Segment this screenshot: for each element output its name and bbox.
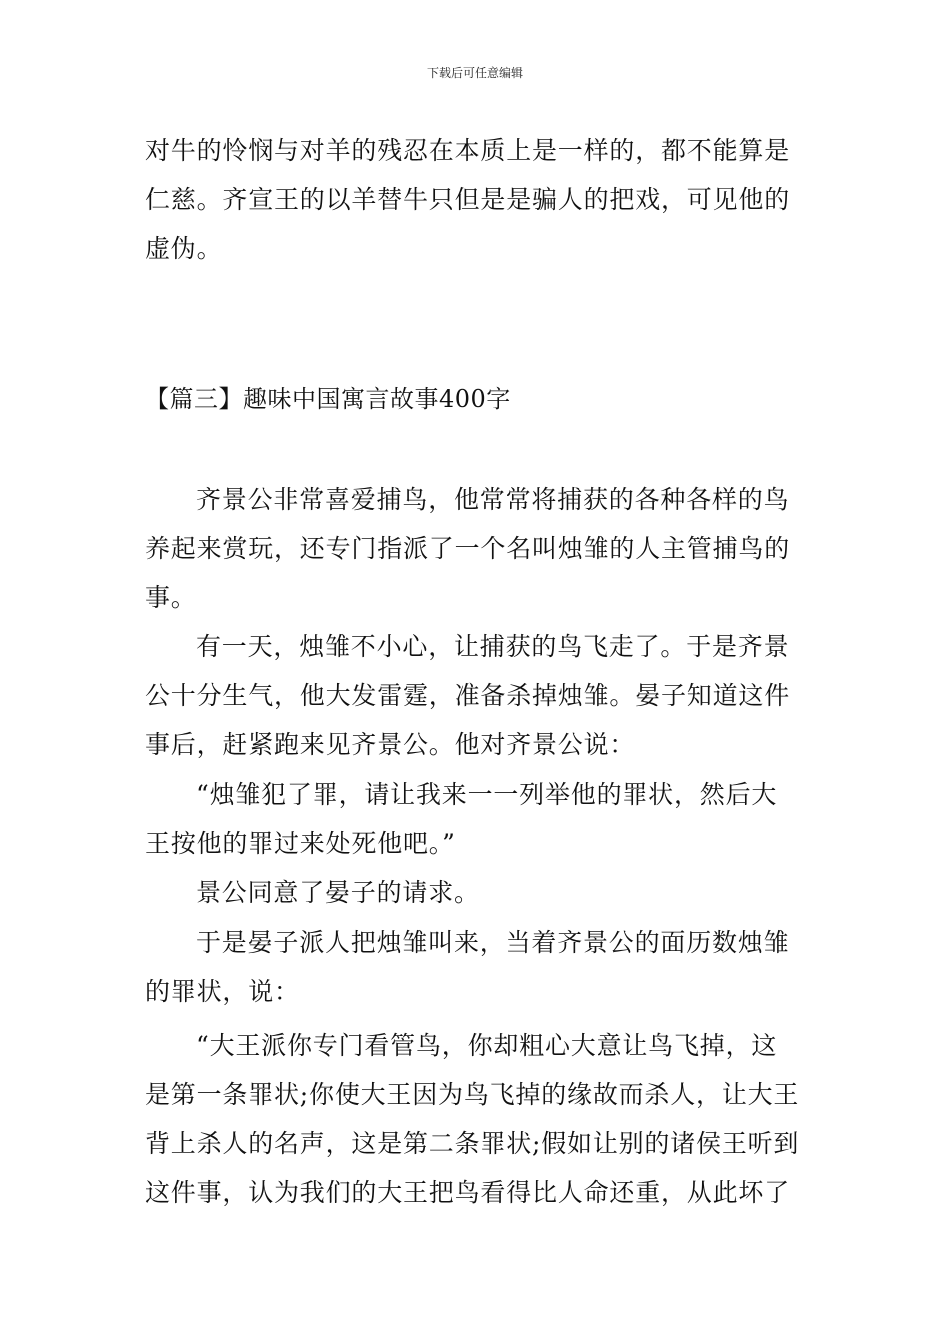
text-line: 虚伪。 — [145, 234, 223, 263]
text-line: 背上杀人的名声，这是第二条罪状;假如让别的诸侯王听到 — [145, 1129, 800, 1158]
text-line: “烛雏犯了罪，请让我来一一列举他的罪状，然后大 — [196, 780, 778, 809]
text-line: 养起来赏玩，还专门指派了一个名叫烛雏的人主管捕鸟的 — [145, 534, 791, 563]
text-line: 景公同意了晏子的请求。 — [196, 878, 480, 907]
text-line: 王按他的罪过来处死他吧。” — [145, 829, 456, 858]
text-line: 仁慈。齐宣王的以羊替牛只但是是骗人的把戏，可见他的 — [145, 185, 791, 214]
text-line: 事后，赶紧跑来见齐景公。他对齐景公说： — [145, 730, 636, 759]
text-line: 对牛的怜悯与对羊的残忍在本质上是一样的，都不能算是 — [145, 136, 791, 165]
text-line: 是第一条罪状;你使大王因为鸟飞掉的缘故而杀人，让大王 — [145, 1080, 800, 1109]
text-line: 有一天，烛雏不小心，让捕获的鸟飞走了。于是齐景 — [196, 632, 790, 661]
text-line: 公十分生气，他大发雷霆，准备杀掉烛雏。晏子知道这件 — [145, 681, 791, 710]
text-line: 齐景公非常喜爱捕鸟，他常常将捕获的各种各样的鸟 — [196, 485, 790, 514]
text-line: 的罪状，说： — [145, 977, 300, 1006]
text-line: “大王派你专门看管鸟，你却粗心大意让鸟飞掉，这 — [196, 1031, 778, 1060]
text-line: 这件事，认为我们的大王把鸟看得比人命还重，从此坏了 — [145, 1178, 791, 1207]
text-line: 事。 — [145, 583, 197, 612]
section-title: 【篇三】趣味中国寓言故事400字 — [145, 385, 511, 413]
text-line: 于是晏子派人把烛雏叫来，当着齐景公的面历数烛雏 — [196, 928, 790, 957]
page-header: 下载后可任意编辑 — [426, 66, 523, 80]
